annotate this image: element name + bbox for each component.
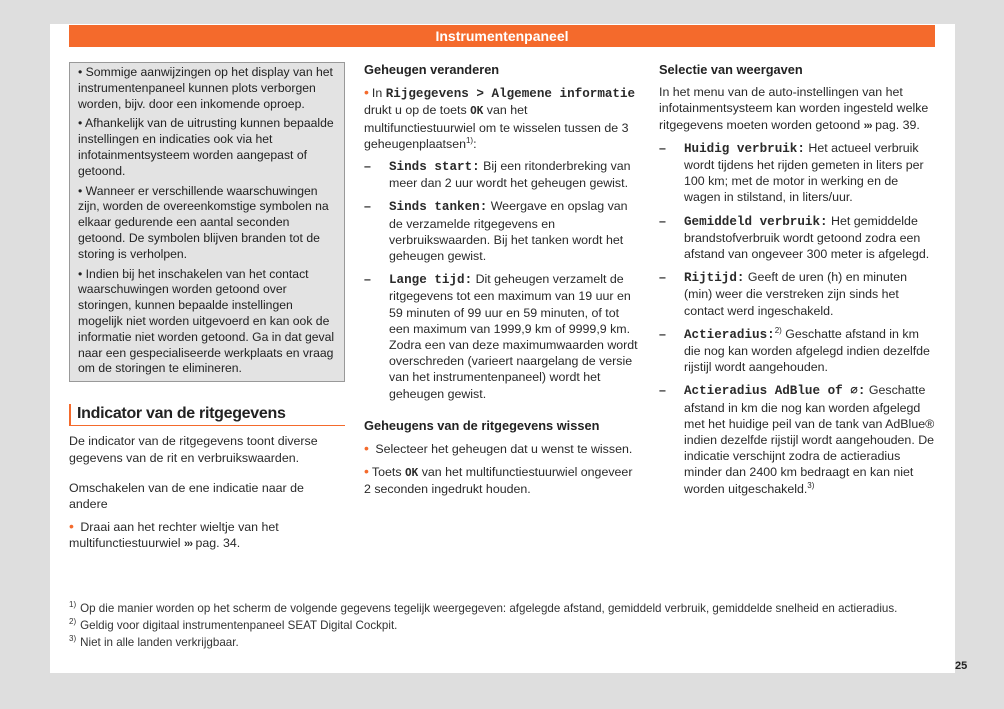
cross-reference-icon: ››› bbox=[184, 538, 193, 551]
dash-icon: – bbox=[364, 159, 371, 174]
display-item: – Gemiddeld verbruik: Het gemiddelde brandstofverbruik wordt getoond zodra een afstand van ongeveer 300 meter is afgelegd. bbox=[659, 213, 930, 262]
heading-selectie-weergaven: Selectie van weergaven bbox=[659, 62, 803, 77]
page-link[interactable]: pag. 34. bbox=[195, 536, 241, 551]
page-link[interactable]: pag. 39. bbox=[875, 117, 920, 132]
bullet-icon: • bbox=[364, 440, 369, 457]
footnote-ref: 1) bbox=[465, 135, 474, 145]
page-number: 25 bbox=[955, 660, 968, 672]
switch-heading: Omschakelen van de ene indicatie naar de andere bbox=[69, 480, 304, 511]
dash-icon: – bbox=[659, 140, 666, 155]
footnote-ref: 2) bbox=[774, 325, 782, 335]
note-item: • Afhankelijk van de uitrusting kunnen bepaalde instellingen en indicaties ook via het infotainmentsysteem worden aangepast of getoond. bbox=[78, 116, 334, 178]
dash-icon: – bbox=[659, 270, 666, 285]
note-box bbox=[69, 62, 345, 382]
dash-icon: – bbox=[364, 272, 371, 287]
ok-key-icon: OK bbox=[404, 466, 419, 480]
menu-path: Rijgegevens > Algemene informatie bbox=[385, 87, 636, 102]
footnote: $^{1)}$ Op die manier worden op het scherm de volgende gegevens tegelijk weergegeven: afgelegde afstand, gemiddeld verbruik, gemiddelde snelheid en actieradius. bbox=[69, 600, 898, 615]
section-title: Indicator van de ritgegevens bbox=[69, 404, 345, 426]
chapter-banner: Instrumentenpaneel bbox=[69, 25, 935, 47]
memory-item: – Sinds tanken: Weergave en opslag van de verzamelde ritgegevens en verbruikswaarden. Bij het tanken wordt het geheugen gewist. bbox=[364, 199, 628, 264]
display-item: – Actieradius:$^{2)}$ Geschatte afstand in km die nog kan worden afgelegd indien dezelfde rijstijl wordt aangehouden. bbox=[659, 325, 930, 375]
heading-geheugen-veranderen: Geheugen veranderen bbox=[364, 62, 500, 77]
step-hold-ok: • Toets OK van het multifunctiestuurwiel ongeveer 2 seconden ingedrukt houden. bbox=[364, 463, 633, 497]
display-item: – Actieradius AdBlue of ⌀: Geschatte afstand in km die nog kan worden afgelegd met het huidige peil van de tank van AdBlue® indien dezelfde rijstijl wordt aangehouden. De indicatie verschijnt zodra de actieradius minder dan 2400 km bedraagt en kan niet worden uitgeschakeld.$^{3)}$ bbox=[659, 383, 935, 496]
cross-reference-icon: ››› bbox=[863, 119, 872, 132]
footnote: $^{2)}$ Geldig voor digitaal instrumentenpaneel SEAT Digital Cockpit. bbox=[69, 617, 398, 632]
memory-item: – Sinds start: Bij een ritonderbreking van meer dan 2 uur wordt het geheugen gewist. bbox=[364, 159, 631, 191]
selection-intro: In het menu van de auto-instellingen van het infotainmentsysteem kan worden ingesteld welke ritgegevens moeten worden getoond ››› pag. 39. bbox=[659, 85, 929, 132]
memory-item: – Lange tijd: Dit geheugen verzamelt de ritgegevens tot een maximum van 19 uur en 59 minuten of 99 uur en 59 minuten, of tot een maximum van 1999,9 km of 9999,9 km. Zodra een van deze maximumwaarden wordt overschreden (varieert naargelang de versie van het instrumentenpaneel) wordt het geheugen gewist. bbox=[364, 272, 638, 401]
bullet-icon: • bbox=[364, 84, 369, 101]
step-select-memory: • Selecteer het geheugen dat u wenst te wissen. bbox=[364, 440, 633, 457]
note-item: • Sommige aanwijzingen op het display van het instrumentenpaneel kunnen plots verborgen worden, bijv. door een inkomende oproep. bbox=[78, 65, 333, 111]
section-intro: De indicator van de ritgegevens toont diverse gegevens van de rit en verbruikswaarden. bbox=[69, 434, 318, 465]
switch-step: • Draai aan het rechter wieltje van het multifunctiestuurwiel ››› pag. 34. bbox=[69, 518, 279, 551]
dash-icon: – bbox=[659, 383, 666, 398]
dash-icon: – bbox=[364, 199, 371, 214]
display-item: – Rijtijd: Geeft de uren (h) en minuten (min) weer die verstreken zijn sinds het contact werd ingeschakeld. bbox=[659, 270, 908, 318]
adblue-term: Actieradius AdBlue of ⌀: bbox=[684, 384, 866, 399]
heading-geheugens-wissen: Geheugens van de ritgegevens wissen bbox=[364, 417, 600, 433]
column-1 bbox=[69, 62, 345, 553]
footnote-ref: 3) bbox=[807, 480, 815, 490]
step-change-memory: • In Rijgegevens > Algemene informatie drukt u op de toets OK van het multifunctiestuurwiel om te wisselen tussen de 3 geheugenplaatsen$^{1)}$: bbox=[364, 84, 636, 151]
note-item: • Wanneer er verschillende waarschuwingen zijn, worden de overeenkomstige symbolen na elkaar gedurende een aantal seconden getoond. De symbolen blijven branden tot de storing is verholpen. bbox=[78, 183, 329, 261]
footnotes bbox=[69, 600, 949, 651]
display-item: – Huidig verbruik: Het actueel verbruik wordt tijdens het rijden gemeten in liters per 100 km; met de motor in werking en de wagen in stilstand, in liters/uur. bbox=[659, 140, 924, 205]
note-item: • Indien bij het inschakelen van het contact waarschuwingen worden getoond over storingen, kunnen bepaalde instellingen mogelijk niet worden uitgevoerd en kan ook de informatie niet worden getoond. Ga in dat geval naar een gespecialiseerde werkplaats en vraag om de storingen te elimineren. bbox=[78, 266, 335, 376]
bullet-icon: • bbox=[364, 463, 369, 480]
ok-key-icon: OK bbox=[470, 104, 484, 118]
column-3 bbox=[659, 62, 935, 504]
dash-icon: – bbox=[659, 326, 666, 341]
dash-icon: – bbox=[659, 213, 666, 228]
footnote: $^{3)}$ Niet in alle landen verkrijgbaar. bbox=[69, 634, 239, 649]
column-2 bbox=[364, 62, 640, 504]
bullet-icon: • bbox=[69, 518, 74, 535]
